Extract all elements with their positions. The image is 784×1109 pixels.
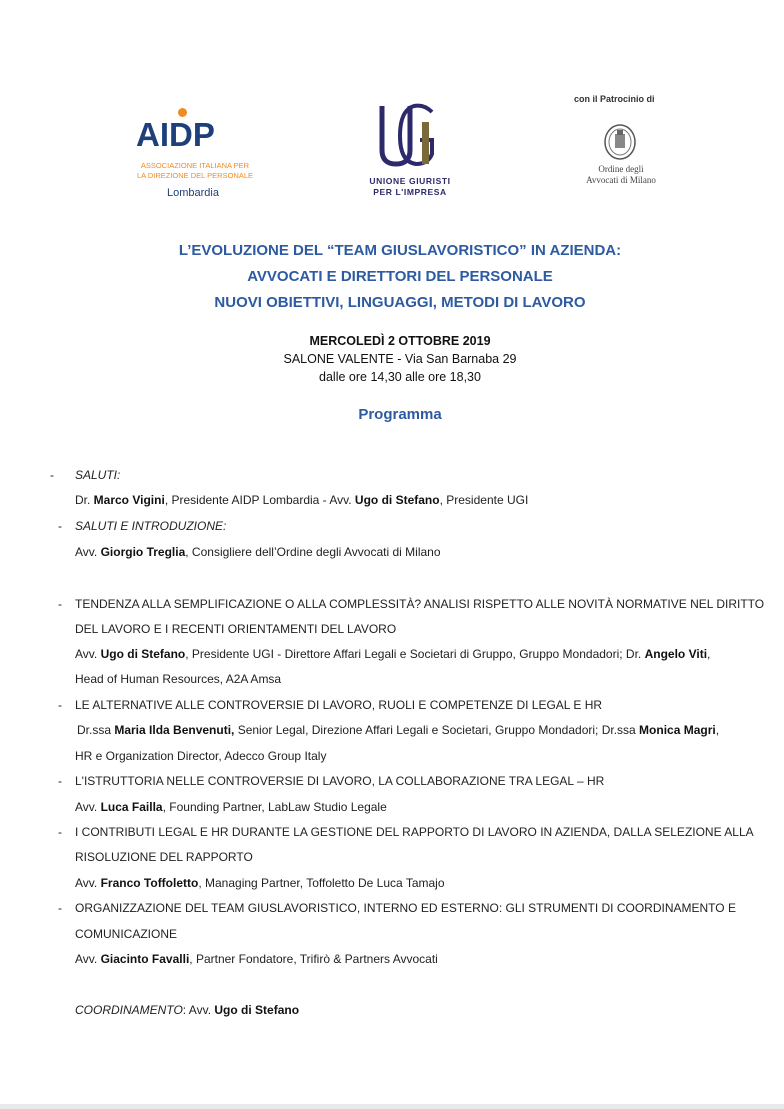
aidp-region: Lombardia xyxy=(167,187,219,199)
bullet-dash: - xyxy=(58,774,62,788)
speaker-title: Avv. xyxy=(75,876,101,890)
bullet-dash: - xyxy=(58,901,62,915)
event-date: MERCOLEDÌ 2 OTTOBRE 2019 xyxy=(309,334,491,348)
event-info xyxy=(200,332,600,386)
speaker-role: Senior Legal, Direzione Affari Legali e Societari, Gruppo Mondadori; Dr.ssa xyxy=(234,723,640,737)
saluti-intro-speaker xyxy=(75,545,441,559)
aidp-wordmark: AIDP xyxy=(136,116,215,153)
ugi-logo xyxy=(362,100,458,204)
speaker-name: Marco Vigini xyxy=(93,493,165,507)
topic-4-title-line1: I CONTRIBUTI LEGAL E HR DURANTE LA GESTIONE DEL RAPPORTO DI LAVORO IN AZIENDA, DALLA SELEZIONE ALLA xyxy=(75,825,754,839)
topic-5-title-line2: COMUNICAZIONE xyxy=(75,927,177,941)
bullet-dash: - xyxy=(58,825,62,839)
title-line2: AVVOCATI E DIRETTORI DEL PERSONALE xyxy=(247,268,553,285)
programma-heading: Programma xyxy=(358,406,442,423)
speaker-title: Avv. xyxy=(75,952,101,966)
speaker-name: Franco Toffoletto xyxy=(100,876,199,890)
saluti-speakers xyxy=(75,493,528,507)
topic-5-title-line1: ORGANIZZAZIONE DEL TEAM GIUSLAVORISTICO, INTERNO ED ESTERNO: GLI STRUMENTI DI COORDINAMENTO E xyxy=(75,901,736,915)
speaker-role: , xyxy=(715,723,720,737)
saluti-label: SALUTI: xyxy=(75,468,121,482)
topic-3-title: L'ISTRUTTORIA NELLE CONTROVERSIE DI LAVORO, LA COLLABORAZIONE TRA LEGAL – HR xyxy=(75,774,605,788)
coordinamento xyxy=(75,1003,299,1017)
speaker-name: Ugo di Stefano xyxy=(100,647,186,661)
speaker-role: , Presidente AIDP Lombardia - Avv. xyxy=(164,493,355,507)
event-venue: SALONE VALENTE - Via San Barnaba 29 xyxy=(283,352,517,366)
bullet-dash: - xyxy=(58,698,62,712)
speaker-title: Dr. xyxy=(75,493,94,507)
ugi-name-line1: UNIONE GIURISTI xyxy=(369,176,451,186)
title-line1: L’EVOLUZIONE DEL “TEAM GIUSLAVORISTICO” IN AZIENDA: xyxy=(178,242,622,259)
coordinamento-separator: : Avv. xyxy=(182,1003,215,1017)
topic-1-speaker-role-line2: Head of Human Resources, A2A Amsa xyxy=(75,672,282,686)
topic-1-speakers xyxy=(75,647,710,661)
aidp-subtitle-line2: LA DIREZIONE DEL PERSONALE xyxy=(136,171,253,180)
speaker-title: Avv. xyxy=(75,800,101,814)
coordinamento-label: COORDINAMENTO xyxy=(75,1003,183,1017)
speaker-role: , Founding Partner, LabLaw Studio Legale xyxy=(162,800,387,814)
saluti-intro-label: SALUTI E INTRODUZIONE: xyxy=(75,519,227,533)
patrocinio-block xyxy=(556,94,686,194)
speaker-role: , Presidente UGI - Direttore Affari Legali e Societari di Gruppo, Gruppo Mondadori; Dr. xyxy=(185,647,645,661)
ordine-seal-icon xyxy=(602,122,638,162)
bullet-dash: - xyxy=(58,597,62,611)
topic-5-speaker xyxy=(75,952,438,966)
title-line3: NUOVI OBIETTIVI, LINGUAGGI, METODI DI LAVORO xyxy=(214,294,586,311)
aidp-subtitle-line1: ASSOCIAZIONE ITALIANA PER xyxy=(140,161,250,170)
ugi-monogram-icon xyxy=(374,100,446,170)
topic-1-title-line1: TENDENZA ALLA SEMPLIFICAZIONE O ALLA COMPLESSITÀ? ANALISI RISPETTO ALLE NOVITÀ NORMATIVE NEL DIRITTO xyxy=(75,597,765,611)
aidp-subtitle xyxy=(132,161,258,181)
speaker-name: Luca Failla xyxy=(100,800,163,814)
speaker-role: , Partner Fondatore, Trifirò & Partners Avvocati xyxy=(189,952,438,966)
ugi-name-line2: PER L'IMPRESA xyxy=(373,187,447,197)
ordine-line2: Avvocati di Milano xyxy=(586,175,656,185)
topic-3-speaker xyxy=(75,800,387,814)
event-time: dalle ore 14,30 alle ore 18,30 xyxy=(319,370,481,384)
speaker-title: Avv. xyxy=(75,647,101,661)
speaker-title: Avv. xyxy=(75,545,101,559)
speaker-role: , Managing Partner, Toffoletto De Luca Tamajo xyxy=(198,876,445,890)
topic-4-title-line2: RISOLUZIONE DEL RAPPORTO xyxy=(75,850,253,864)
coordinamento-name: Ugo di Stefano xyxy=(214,1003,300,1017)
topic-2-speakers xyxy=(77,723,719,737)
ordine-line1: Ordine degli xyxy=(598,164,644,174)
speaker-role: , Presidente UGI xyxy=(439,493,529,507)
speaker-name: Ugo di Stefano xyxy=(354,493,440,507)
ugi-name xyxy=(362,176,458,198)
speaker-role: , Consigliere dell’Ordine degli Avvocati di Milano xyxy=(185,545,441,559)
ordine-avvocati-name xyxy=(556,164,686,186)
speaker-name: Angelo Viti xyxy=(644,647,708,661)
topic-2-speaker-role-line2: HR e Organization Director, Adecco Group Italy xyxy=(75,749,327,763)
bullet-dash: - xyxy=(50,468,54,482)
patrocinio-label: con il Patrocinio di xyxy=(574,94,655,104)
speaker-role: , xyxy=(707,647,711,661)
bullet-dash: - xyxy=(58,519,62,533)
page-bottom-edge xyxy=(0,1104,784,1109)
speaker-name: Giacinto Favalli xyxy=(100,952,190,966)
speaker-name: Giorgio Treglia xyxy=(100,545,186,559)
topic-1-title-line2: DEL LAVORO E I RECENTI ORIENTAMENTI DEL LAVORO xyxy=(75,622,397,636)
event-title xyxy=(100,238,700,316)
speaker-title: Dr.ssa xyxy=(77,723,115,737)
topic-4-speaker xyxy=(75,876,445,890)
speaker-name: Maria Ilda Benvenuti, xyxy=(114,723,235,737)
topic-2-title: LE ALTERNATIVE ALLE CONTROVERSIE DI LAVORO, RUOLI E COMPETENZE DI LEGAL E HR xyxy=(75,698,603,712)
speaker-name: Monica Magri xyxy=(639,723,716,737)
aidp-logo xyxy=(130,106,260,202)
